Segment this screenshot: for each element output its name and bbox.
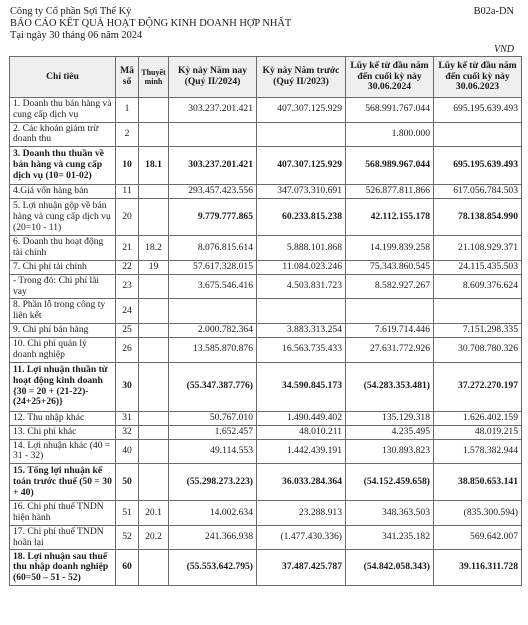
table-row [10, 122, 522, 147]
table-row [10, 411, 522, 425]
row-q2-2023: 3.883.313.254 [257, 323, 346, 337]
row-note [139, 274, 169, 299]
row-q2-2024: 241.366.938 [169, 525, 257, 550]
col-header-item: Chỉ tiêu [10, 57, 116, 98]
row-note: 18.1 [139, 147, 169, 185]
table-row [10, 147, 522, 185]
row-ytd-2024: 1.800.000 [346, 122, 434, 147]
row-q2-2024: 303.237.201.421 [169, 147, 257, 185]
row-label: 16. Chi phí thuế TNDN hiện hành [10, 501, 116, 526]
row-q2-2023: 407.307.125.929 [257, 98, 346, 123]
row-label: 17. Chi phí thuế TNDN hoãn lại [10, 525, 116, 550]
row-code: 40 [116, 439, 139, 464]
table-row [10, 525, 522, 550]
row-q2-2024: (55.347.387.776) [169, 362, 257, 411]
row-code: 32 [116, 425, 139, 439]
row-code: 50 [116, 464, 139, 501]
table-row [10, 299, 522, 324]
row-ytd-2023: 7.151.298.335 [434, 323, 522, 337]
row-q2-2023: 34.590.845.173 [257, 362, 346, 411]
row-label: - Trong đó: Chi phí lãi vay [10, 274, 116, 299]
row-label: 15. Tổng lợi nhuận kế toán trước thuế (50 = 30 + 40) [10, 464, 116, 501]
row-code: 1 [116, 98, 139, 123]
col-header-q2-2023: Kỳ này Năm trước (Quý II/2023) [257, 57, 346, 98]
row-label: 6. Doanh thu hoạt động tài chính [10, 236, 116, 261]
row-ytd-2024: 568.991.767.044 [346, 98, 434, 123]
col-header-code: Mã số [116, 57, 139, 98]
row-ytd-2024: 135.129.318 [346, 411, 434, 425]
row-code: 2 [116, 122, 139, 147]
form-code: B02a-DN [473, 6, 514, 17]
row-ytd-2024: (54.152.459.658) [346, 464, 434, 501]
table-header-row [10, 57, 522, 98]
row-q2-2023: 347.073.310.691 [257, 185, 346, 199]
row-ytd-2024: 75.343.860.545 [346, 260, 434, 274]
row-label: 5. Lợi nhuận gộp về bán hàng và cung cấp dịch vụ (20=10 - 11) [10, 199, 116, 236]
row-code: 31 [116, 411, 139, 425]
table-row [10, 185, 522, 199]
row-note: 19 [139, 260, 169, 274]
row-ytd-2024: (54.842.058.343) [346, 550, 434, 586]
table-row [10, 98, 522, 123]
row-note [139, 550, 169, 586]
row-ytd-2024: 526.877.811.866 [346, 185, 434, 199]
row-q2-2024: 50.767.010 [169, 411, 257, 425]
row-code: 22 [116, 260, 139, 274]
table-row [10, 260, 522, 274]
row-q2-2023: 1.490.449.402 [257, 411, 346, 425]
row-ytd-2024: 341.235.182 [346, 525, 434, 550]
row-label: 9. Chi phí bán hàng [10, 323, 116, 337]
row-q2-2024: 14.002.634 [169, 501, 257, 526]
row-ytd-2024: 130.893.823 [346, 439, 434, 464]
table-row [10, 464, 522, 501]
row-label: 1. Doanh thu bán hàng và cung cấp dịch vụ [10, 98, 116, 123]
row-label: 14. Lợi nhuận khác (40 = 31 - 32) [10, 439, 116, 464]
row-ytd-2023: 37.272.270.197 [434, 362, 522, 411]
table-row [10, 362, 522, 411]
row-q2-2023: 4.503.831.723 [257, 274, 346, 299]
row-ytd-2023: 1.578.382.944 [434, 439, 522, 464]
row-q2-2023: 60.233.815.238 [257, 199, 346, 236]
row-ytd-2023: 21.108.929.371 [434, 236, 522, 261]
row-q2-2024: (55.553.642.795) [169, 550, 257, 586]
row-label: 2. Các khoản giảm trừ doanh thu [10, 122, 116, 147]
row-ytd-2023: 8.609.376.624 [434, 274, 522, 299]
row-note [139, 439, 169, 464]
table-row [10, 199, 522, 236]
row-note [139, 425, 169, 439]
row-q2-2024: 1.652.457 [169, 425, 257, 439]
row-note: 20.2 [139, 525, 169, 550]
row-code: 51 [116, 501, 139, 526]
row-q2-2023: 11.084.023.246 [257, 260, 346, 274]
row-q2-2024: 303.237.201.421 [169, 98, 257, 123]
table-row [10, 550, 522, 586]
row-note [139, 299, 169, 324]
table-row [10, 323, 522, 337]
row-ytd-2024: 42.112.155.178 [346, 199, 434, 236]
row-note [139, 122, 169, 147]
row-q2-2024: 3.675.546.416 [169, 274, 257, 299]
report-title: BÁO CÁO KẾT QUẢ HOẠT ĐỘNG KINH DOANH HỢP NHẤT [10, 18, 292, 29]
company-name: Công ty Cổ phần Sợi Thế Kỷ [10, 6, 132, 17]
row-ytd-2024: 4.235.495 [346, 425, 434, 439]
row-ytd-2023: 24.115.435.503 [434, 260, 522, 274]
row-note [139, 98, 169, 123]
row-code: 21 [116, 236, 139, 261]
row-ytd-2024: 568.989.967.044 [346, 147, 434, 185]
row-ytd-2023: (835.300.594) [434, 501, 522, 526]
row-ytd-2023: 78.138.854.990 [434, 199, 522, 236]
row-ytd-2023: 38.850.653.141 [434, 464, 522, 501]
table-row [10, 439, 522, 464]
row-q2-2023: 37.487.425.787 [257, 550, 346, 586]
row-ytd-2023: 617.056.784.503 [434, 185, 522, 199]
row-label: 12. Thu nhập khác [10, 411, 116, 425]
row-code: 20 [116, 199, 139, 236]
row-ytd-2024: 348.363.503 [346, 501, 434, 526]
row-ytd-2023: 39.116.311.728 [434, 550, 522, 586]
row-code: 30 [116, 362, 139, 411]
col-header-note: Thuyết minh [139, 57, 169, 98]
row-label: 3. Doanh thu thuần về bán hàng và cung cấp dịch vụ (10= 01-02) [10, 147, 116, 185]
row-label: 4.Giá vốn hàng bán [10, 185, 116, 199]
row-note [139, 199, 169, 236]
row-q2-2024: 13.585.870.876 [169, 337, 257, 362]
row-note [139, 323, 169, 337]
row-q2-2023: 23.288.913 [257, 501, 346, 526]
row-code: 23 [116, 274, 139, 299]
row-label: 18. Lợi nhuận sau thuế thu nhập doanh nghiệp (60=50 – 51 - 52) [10, 550, 116, 586]
row-ytd-2024 [346, 299, 434, 324]
row-q2-2023 [257, 122, 346, 147]
row-ytd-2024: 27.631.772.926 [346, 337, 434, 362]
row-label: 10. Chi phí quản lý doanh nghiệp [10, 337, 116, 362]
currency-label: VND [494, 44, 514, 55]
row-ytd-2024: 8.582.927.267 [346, 274, 434, 299]
row-note [139, 185, 169, 199]
row-label: 8. Phần lỗ trong công ty liên kết [10, 299, 116, 324]
table-row [10, 274, 522, 299]
row-ytd-2023 [434, 122, 522, 147]
row-label: 7. Chi phí tài chính [10, 260, 116, 274]
row-ytd-2024: 14.199.839.258 [346, 236, 434, 261]
row-q2-2023: 36.033.284.364 [257, 464, 346, 501]
row-q2-2023: (1.477.430.336) [257, 525, 346, 550]
report-date: Tại ngày 30 tháng 06 năm 2024 [10, 30, 143, 41]
row-note: 20.1 [139, 501, 169, 526]
table-row [10, 501, 522, 526]
row-q2-2023: 16.563.735.433 [257, 337, 346, 362]
row-q2-2023 [257, 299, 346, 324]
row-q2-2023: 5.888.101.868 [257, 236, 346, 261]
row-code: 26 [116, 337, 139, 362]
row-q2-2024: 8.076.815.614 [169, 236, 257, 261]
table-row [10, 425, 522, 439]
row-label: 11. Lợi nhuận thuần từ hoạt động kinh doanh {30 = 20 + (21-22)-(24+25+26)} [10, 362, 116, 411]
row-ytd-2023: 695.195.639.493 [434, 147, 522, 185]
row-ytd-2023 [434, 299, 522, 324]
row-q2-2024: 49.114.553 [169, 439, 257, 464]
income-statement-table [9, 56, 522, 586]
table-row [10, 236, 522, 261]
row-q2-2024: (55.298.273.223) [169, 464, 257, 501]
row-note: 18.2 [139, 236, 169, 261]
row-code: 10 [116, 147, 139, 185]
col-header-ytd-2024: Lũy kế từ đầu năm đến cuối kỳ này 30.06.2024 [346, 57, 434, 98]
row-note [139, 337, 169, 362]
row-note [139, 464, 169, 501]
row-ytd-2024: 7.619.714.446 [346, 323, 434, 337]
row-code: 11 [116, 185, 139, 199]
row-note [139, 411, 169, 425]
col-header-q2-2024: Kỳ này Năm nay (Quý II/2024) [169, 57, 257, 98]
row-code: 24 [116, 299, 139, 324]
col-header-ytd-2023: Lũy kế từ đầu năm đến cuối kỳ này 30.06.2023 [434, 57, 522, 98]
row-q2-2024: 2.000.782.364 [169, 323, 257, 337]
row-code: 25 [116, 323, 139, 337]
row-q2-2023: 1.442.439.191 [257, 439, 346, 464]
row-code: 52 [116, 525, 139, 550]
row-note [139, 362, 169, 411]
row-q2-2023: 407.307.125.929 [257, 147, 346, 185]
row-ytd-2023: 48.019.215 [434, 425, 522, 439]
row-q2-2023: 48.010.211 [257, 425, 346, 439]
row-label: 13. Chi phí khác [10, 425, 116, 439]
table-row [10, 337, 522, 362]
row-q2-2024: 9.779.777.865 [169, 199, 257, 236]
row-q2-2024 [169, 299, 257, 324]
row-q2-2024: 57.617.328.015 [169, 260, 257, 274]
row-code: 60 [116, 550, 139, 586]
row-ytd-2024: (54.283.353.481) [346, 362, 434, 411]
row-ytd-2023: 1.626.402.159 [434, 411, 522, 425]
row-ytd-2023: 30.708.780.326 [434, 337, 522, 362]
row-q2-2024 [169, 122, 257, 147]
row-q2-2024: 293.457.423.556 [169, 185, 257, 199]
row-ytd-2023: 695.195.639.493 [434, 98, 522, 123]
row-ytd-2023: 569.642.007 [434, 525, 522, 550]
